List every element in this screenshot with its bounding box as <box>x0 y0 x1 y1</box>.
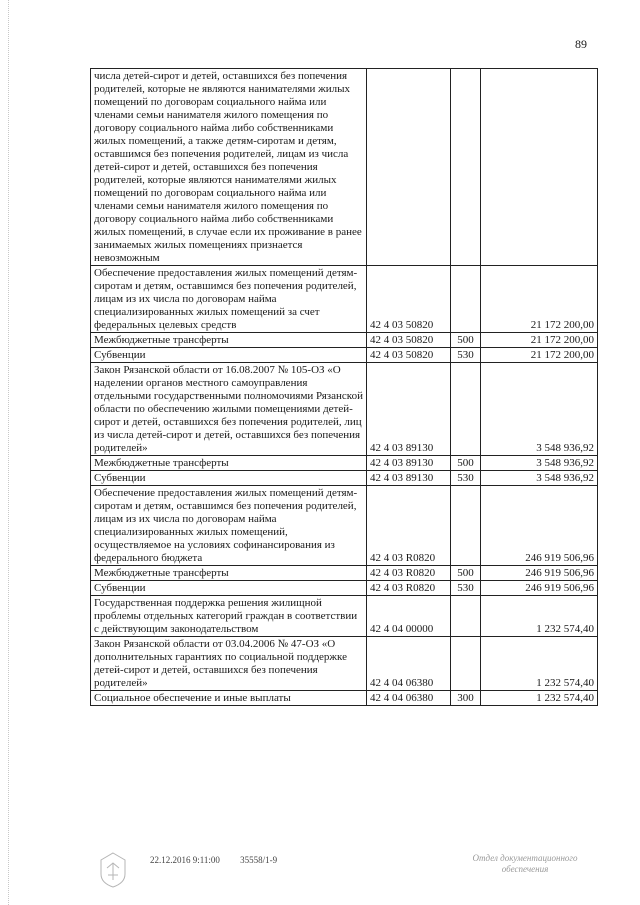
row-name: Закон Рязанской области от 16.08.2007 № 105-ОЗ «О наделении органов местного самоуправления отдельными государственными полномочиями Рязанской области по обеспечению жилыми помещениями детей-сирот и детей, оставшихся без попечения родителей, лиц из числа детей-сирот и детей, оставшихся без попечения родителей» <box>91 363 367 456</box>
row-code: 42 4 04 06380 <box>367 691 451 706</box>
emblem-icon <box>95 850 131 890</box>
table-row <box>91 637 598 691</box>
page-number: 89 <box>575 37 587 51</box>
row-expense-type <box>451 596 481 637</box>
row-expense-type <box>451 637 481 691</box>
row-code: 42 4 03 50820 <box>367 348 451 363</box>
row-code: 42 4 03 89130 <box>367 471 451 486</box>
row-expense-type: 500 <box>451 566 481 581</box>
row-name: Межбюджетные трансферты <box>91 333 367 348</box>
row-code: 42 4 03 89130 <box>367 456 451 471</box>
row-expense-type: 530 <box>451 348 481 363</box>
row-expense-type <box>451 486 481 566</box>
row-name: Обеспечение предоставления жилых помещений детям-сиротам и детям, оставшимся без попечения родителей, лицам из их числа по договорам найма специализированных жилых помещений за счет федеральных целевых средств <box>91 266 367 333</box>
scan-edge <box>0 0 9 905</box>
row-amount: 1 232 574,40 <box>481 691 598 706</box>
table-row <box>91 456 598 471</box>
table-row <box>91 333 598 348</box>
row-name: Субвенции <box>91 471 367 486</box>
table-row <box>91 363 598 456</box>
row-code: 42 4 03 R0820 <box>367 581 451 596</box>
row-name: Субвенции <box>91 581 367 596</box>
row-name: Государственная поддержка решения жилищной проблемы отдельных категорий граждан в соответствии с действующим законодательством <box>91 596 367 637</box>
table-row <box>91 69 598 266</box>
table-row <box>91 266 598 333</box>
table-row <box>91 581 598 596</box>
row-code: 42 4 04 06380 <box>367 637 451 691</box>
row-name: Обеспечение предоставления жилых помещений детям-сиротам и детям, оставшимся без попечения родителей, лицам из их числа по договорам найма специализированных жилых помещений, осуществляемое на условиях софинансирования из федерального бюджета <box>91 486 367 566</box>
row-name: Межбюджетные трансферты <box>91 456 367 471</box>
table-row <box>91 348 598 363</box>
row-code <box>367 69 451 266</box>
row-name: Закон Рязанской области от 03.04.2006 № 47-ОЗ «О дополнительных гарантиях по социальной поддержке детей-сирот и детей, оставшихся без попечения родителей» <box>91 637 367 691</box>
stamp-text: Отдел документационного обеспечения <box>472 853 578 874</box>
row-code: 42 4 03 R0820 <box>367 486 451 566</box>
row-name: числа детей-сирот и детей, оставшихся без попечения родителей, которые не являются нанимателями жилых помещений по договорам социального найма или членами семьи нанимателя жилого помещения по договору социального найма либо собственниками жилых помещений, а также детям-сиротам и детям, оставшимся без попечения родителей, лицам из числа детей-сирот и детей, оставшихся без попечения родителей, которые являются нанимателями жилых помещений по договорам социального найма или членами семьи нанимателя жилого помещения по договору социального найма либо собственниками жилых помещений, в случае если их проживание в ранее занимаемых жилых помещениях признается невозможным <box>91 69 367 266</box>
budget-table <box>90 68 598 706</box>
row-code: 42 4 03 89130 <box>367 363 451 456</box>
row-amount: 21 172 200,00 <box>481 348 598 363</box>
row-expense-type <box>451 266 481 333</box>
footer <box>150 855 295 865</box>
table-row <box>91 471 598 486</box>
table-row <box>91 566 598 581</box>
row-expense-type <box>451 69 481 266</box>
row-amount: 21 172 200,00 <box>481 333 598 348</box>
table-row <box>91 486 598 566</box>
row-expense-type: 300 <box>451 691 481 706</box>
table-row <box>91 691 598 706</box>
row-amount: 1 232 574,40 <box>481 637 598 691</box>
row-expense-type: 530 <box>451 471 481 486</box>
row-code: 42 4 03 R0820 <box>367 566 451 581</box>
row-expense-type: 500 <box>451 456 481 471</box>
row-expense-type: 500 <box>451 333 481 348</box>
row-name: Социальное обеспечение и иные выплаты <box>91 691 367 706</box>
row-expense-type: 530 <box>451 581 481 596</box>
row-amount: 21 172 200,00 <box>481 266 598 333</box>
footer-doc-number: 35558/1-9 <box>240 855 278 865</box>
row-amount: 1 232 574,40 <box>481 596 598 637</box>
table-body <box>91 69 598 706</box>
footer-date: 22.12.2016 9:11:00 <box>150 855 220 865</box>
row-amount <box>481 69 598 266</box>
table-row <box>91 596 598 637</box>
row-expense-type <box>451 363 481 456</box>
row-amount: 3 548 936,92 <box>481 471 598 486</box>
row-code: 42 4 03 50820 <box>367 333 451 348</box>
row-name: Субвенции <box>91 348 367 363</box>
row-amount: 246 919 506,96 <box>481 566 598 581</box>
row-amount: 246 919 506,96 <box>481 581 598 596</box>
row-code: 42 4 04 00000 <box>367 596 451 637</box>
row-amount: 246 919 506,96 <box>481 486 598 566</box>
row-name: Межбюджетные трансферты <box>91 566 367 581</box>
row-amount: 3 548 936,92 <box>481 456 598 471</box>
row-code: 42 4 03 50820 <box>367 266 451 333</box>
row-amount: 3 548 936,92 <box>481 363 598 456</box>
